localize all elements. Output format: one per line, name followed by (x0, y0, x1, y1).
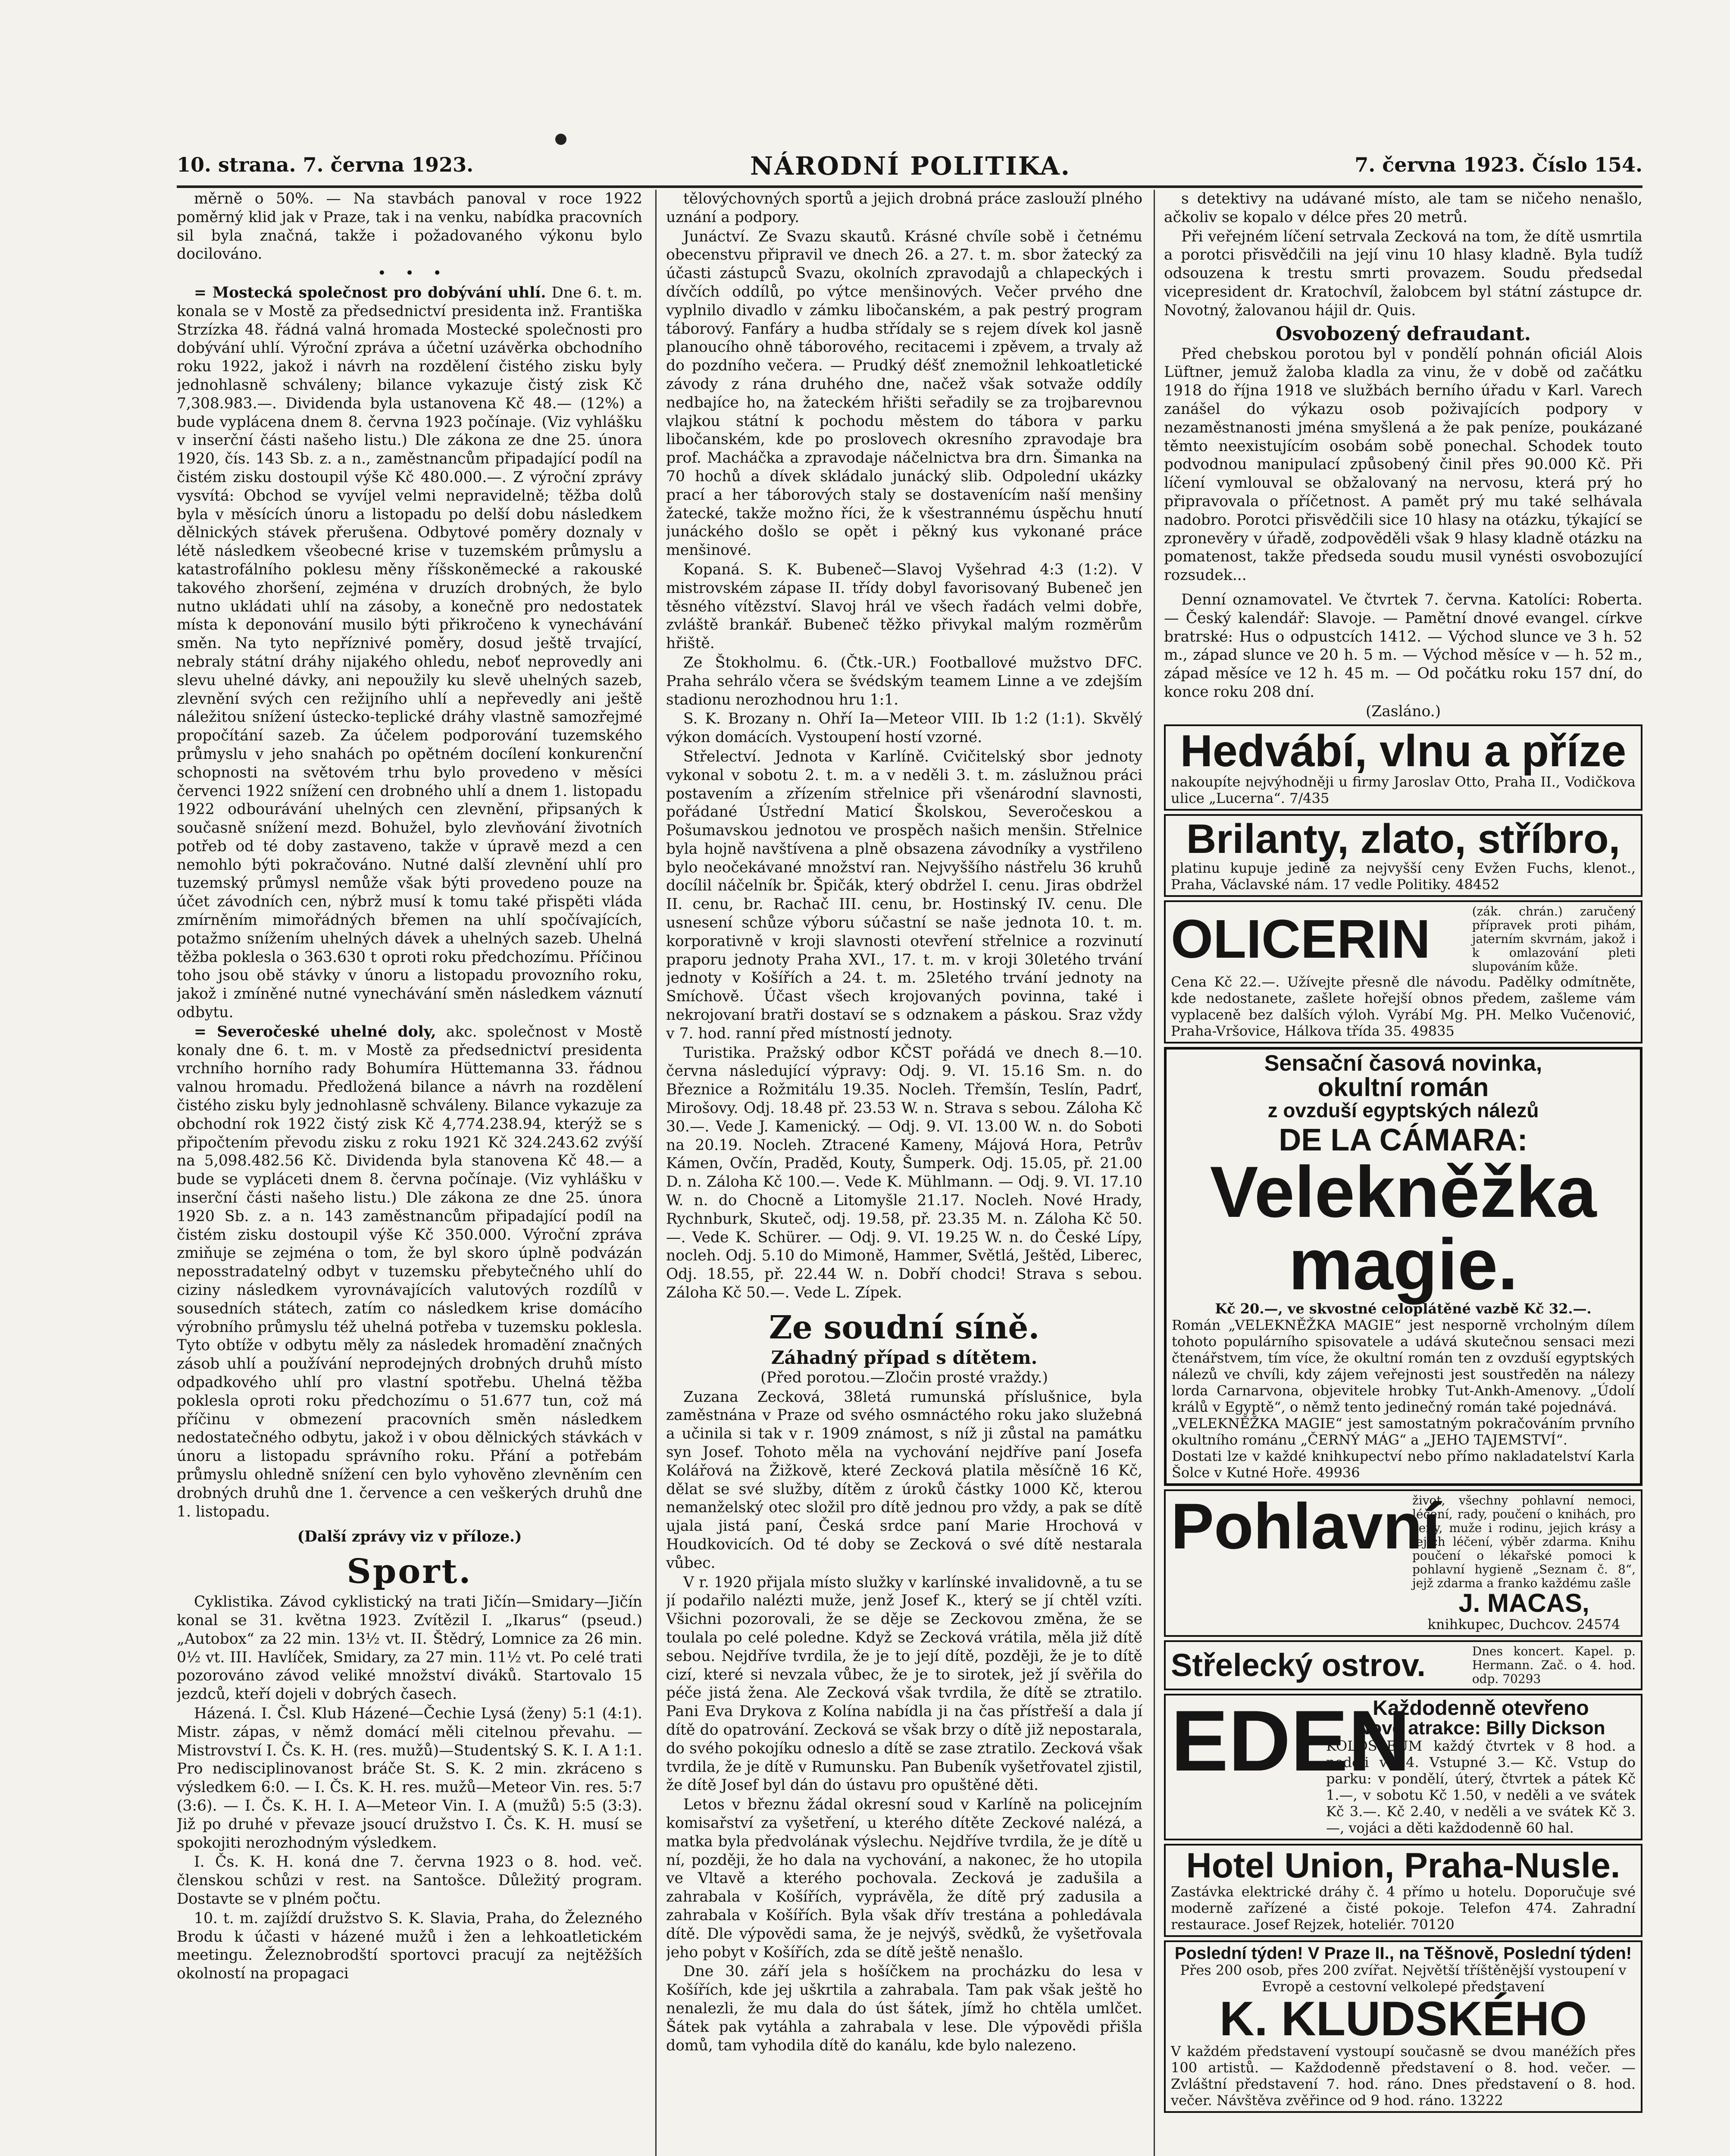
ad-line: Každodenně otevřeno (1373, 1696, 1589, 1720)
ad-text: knihkupec, Duchcov. 24574 (1427, 1616, 1621, 1633)
sport-junactvi: Junáctví. Ze Svazu skautů. Krásné chvíle sobě i četnému obecenstvu připravil ve dnech 26. a 27. t. m. sbor žatecký za účasti zástupců Svazu, okolních zpravodajů a chlapeckých i dívčích oddílů, po výtce menšinových. Večer prvého dne vyplnilo divadlo v zámku libočanském, a pak pestrý program táborový. Fanfáry a hudba střídaly se s rejem dívek kol jasně planoucího ohně táborového, recitacemi i zpěvem, a trvaly až do pozdního večera. — Prudký déšť znemožnil lehkoatletické závody z rána druhého dne, načež však sotvaže oddíly nedbajíce ho, na žateckém hřišti seřadily se za trojbarevnou vlajkou státní k pochodu městem do tábora v parku libočanském, kde po proslovech okresního zpravodaje bra prof. Macháčka a zpravodaje náčelnictva bra drn. Šimanka na 70 hochů a dívek skládalo junácký slib. Odpolední ukázky prací a her táborových staly se dostavenícím naší menšiny žatecké, takže možno říci, že k všestrannému úspěchu hnutí junáckého došlo se opět i pěkný kus vykonané práce menšinové. (666, 228, 1142, 559)
ad-headline: Pohlavní (1171, 1489, 1441, 1562)
soud-body-2: V r. 1920 přijala místo služky v karlínské invalidovně, a tu se jí podařilo nalézti muže, jenž Josef K., který se jí chtěl vzíti. Všichni pozorovali, že se děje se Zeckovou změna, že se toulala po celé poledne. Když se Zecková vrátila, měla již dítě sebou. Nejdříve tvrdila, že je to její dítě, později, že je to dítě cizí, které si nevzala vůbec, že je to sirotek, jež jí svěřila do péče jistá žena. Ale Zecková však tvrdila, že dítě se ztratilo. Pani Eva Drykova z Kolína nabídla ji na čas přístřeší a dala jí dítě do opatrování. Zecková se však brzy o dítě již nepostarala, do svého pokojíku odneslo a dítě se zase ztratilo. Zecková však tvrdila, že je dítě v Rumunsku. Pan Bubeník vyšetřovatel zjistil, že dítě Josef byl dán do ústavu pro opuštěné děti. (666, 1573, 1142, 1794)
article-title: Osvobozený defraudant. (1275, 323, 1531, 345)
sport-turistika: Turistika. Pražský odbor KČST pořádá ve dnech 8.—10. června následující výpravy: Odj. 9. VI. 15.16 Sm. n. do Březnice a Rožmitálu 19.35. Nocleh. Třemšín, Teslín, Padrť, Mirošovy. Odj. 18.48 př. 23.53 W. n. Strava s sebou. Záloha Kč 30.—. Vede J. Kamenický. — Odj. 9. VI. 13.00 W. n. do Soboti na 20.19. Nocleh. Ztracené Kameny, Májová Hora, Petrův Kámen, Ovčín, Praděd, Kouty, Šumperk. Odj. 15.05, př. 21.00 D. n. Záloha Kč 100.—. Vede K. Mühlmann. — Odj. 9. VI. 17.10 W. n. do Chocně a Litomyšle 21.17. Nocleh. Nové Hrady, Rychnburk, Skuteč, odj. 19.58, př. 23.35 M. n. Záloha Kč 50.—. Vede K. Schürer. — Odj. 9. VI. 19.25 W. n. do České Lípy, nocleh. Odj. 5.10 do Mimoně, Hammer, Světlá, Ještěd, Liberec, Odj. 18.55, př. 22.44 W. n. Dobří chodci! Strava s sebou. Záloha Kč 50.—. Vede L. Zípek. (666, 1044, 1142, 1302)
ad-kludsky (1164, 1940, 1642, 2113)
ad-name: J. MACAS, (1458, 1588, 1589, 1617)
article-subtitle: Záhadný případ s dítětem. (771, 1347, 1038, 1368)
article-subtitle-2: (Před porotou.—Zločin prosté vraždy.) (760, 1369, 1048, 1386)
ad-macas (1164, 1489, 1642, 1637)
ad-side-text: život, všechny pohlavní nemoci, léčení, rady, poučení o knihách, pro ženy, muže i rodinu, jejich krásy a jejich léčení, výběr zdarma. Knihu poučení o lékařské pomoci k pohlavní hygieně „Seznam č. 8“, jejž zdarma a franko každému zašle (1412, 1493, 1636, 1590)
ad-line: okultní román (1317, 1072, 1489, 1102)
ad-number: 70293 (1502, 1671, 1541, 1686)
ad-line: Sensační časová novinka, (1264, 1050, 1542, 1076)
sport-stockholm: Ze Štokholmu. 6. (Čtk.-UR.) Footballové mužstvo DFC. Praha sehrálo včera se švédským teamem Linne a ve zdejším stadionu nerozhodnou hru 1:1. (666, 654, 1142, 708)
article-title: = Mostecká společnost pro dobývání uhlí. (194, 284, 546, 301)
column-divider (655, 190, 657, 2156)
ad-silk (1164, 724, 1642, 811)
ad-price: Kč 20.—, ve skvostné celoplátěné vazbě Kč 32.—. (1215, 1300, 1592, 1317)
separator: • • • (377, 265, 442, 282)
sport-brozany: S. K. Brozany n. Ohří Ia—Meteor VIII. Ib 1:2 (1:1). Skvělý výkon domácích. Vystoupení hostí vzorné. (666, 710, 1142, 746)
section-title-soud: Ze soudní síně. (769, 1309, 1040, 1346)
sport-strelectvi: Střelectví. Jednota v Karlíně. Cvičitelský sbor jednoty vykonal v sobotu 2. t. m. a v neděli 3. t. m. záslužnou práci postavením a zřízením střelnice při všenárodní slavnosti, pořádané Ústřední Maticí Školskou, Severočeskou a Pošumavskou jednotou ve prospěch našich menšin. Střelnice byla hojně navštívena a plně obsazena závodníky a vystřileno bylo neočekávané množství ran. Nejvyššího nástřelu 36 kruhů docílil náčelník br. Špičák, který obdržel I. cenu. Jiras obdržel II. cenu, br. Rachač III. cenu, br. Hostinský IV. cenu. Dle usnesení schůze výboru súčastní se naše jednota 10. t. m. korporativně v kroji slavnosti otevření střelnice a rozvinutí praporu jednoty Praha XVI., 17. t. m. v kroji 30letého trvání jednoty v Košířích a 24. t. m. 25letého trvání jednoty na Smíchově. Účast všech krojovaných povinna, také i nekrojovaní bratři dostaví se s odznakem a páskou. Sraz vždy v 7. hod. ranní před místností jednoty. (666, 748, 1142, 1042)
paragraph: Při veřejném líčení setrvala Zecková na tom, že dítě usmrtila a porotci přisvědčili na její vinu 10 hlasy kladně. Byla tudíž odsouzena k trestu smrti provazem. Soudu předsedal vicepresident dr. Kratochvíl, žalobcem byl státní zástupce dr. Novotný, žalovanou hájil dr. Quis. (1164, 228, 1642, 319)
sport-hazena-2: I. Čs. K. H. koná dne 7. června 1923 o 8. hod. več. členskou schůzi v rest. na Santošce. Důležitý program. Dostavte se v plném počtu. (177, 1853, 642, 1908)
article-body: Před chebskou porotou byl v pondělí pohnán oficiál Alois Lüftner, jemuž žaloba kladla za vinu, že v době od začátku 1918 do října 1918 ve službách berního úřadu v Karl. Varech zanášel do výkazu osob poživajících podpory v nezaměstnanosti jména smyšlená a že pak peníze, poukázané těmto neexistujícím osobám sobě ponechal. Schodek touto podvodnou manipulací způsobený činil přes 90.000 Kč. Při líčení vymlouval se obžalovaný na nervosu, která prý ho připravovala o příčetnost. A pamět prý mu také selhávala nadobro. Porotci přisvědčili sice 10 hlasy na otázku, týkající se zpronevěry v úřadě, zodpověděli však 9 hlasy kladně otázku na pomatenost, takže předseda soudu musil vynésti osvobozující rozsudek... (1164, 345, 1642, 584)
ad-headline: Hedvábí, vlnu a příze (1180, 726, 1627, 776)
ad-text: Zastávka elektrické dráhy č. 4 přímo u hotelu. Doporučuje své moderně zařízené a čisté pokoje. Telefon 474. Zahradní restaurace. Josef Rejzek, hoteliér. 70120 (1171, 1883, 1636, 1933)
ad-headline: Hotel Union, Praha-Nusle. (1186, 1846, 1621, 1885)
article-mostecka (177, 284, 642, 1022)
ad-text: Román „VELEKNĚŽKA MAGIE“ jest nesporně vrcholným dílem tohoto populárního spisovatele a udává skutečnou sensaci mezi čtenářstvem, tím více, že okultní román ten z ovzduší egyptských nálezů ve chvíli, kdy zájem veřejnosti jest soustředěn na nálezy lorda Carnarvona, objevitele hrobky Tut-Ankh-Amenovy. „Údolí králů v Egyptě“, o němž tento jedinečný román také pojednává. (1172, 1316, 1635, 1415)
soud-body: Zuzana Zecková, 38letá rumunská příslušnice, byla zaměstnána v Praze od svého osmnáctého roku jako služebná a učinila si tak v r. 1909 známost, s níž ji zůstal na památku syn Josef. Tohoto měla na vychování nejdříve paní Josefa Kolářová na Žižkově, které Zecková platila měsíčně 16 Kč, dělat se své služby, dítěm z úroků částky 1000 Kč, kterou nemanželský otec složil pro dítě jednou pro vždy, a pak se dítě ujala jistá paní, Česká srdce paní Marie Hrochová v Houdkovicích. Od té doby se Zecková o své dítě nestarala vůbec. (666, 1388, 1142, 1572)
masthead: NÁRODNÍ POLITIKA. (750, 151, 1071, 181)
ad-eden (1164, 1694, 1642, 1840)
article-title: = Severočeské uhelné doly, (194, 1023, 436, 1040)
column-1 (177, 190, 642, 2156)
ad-number: 7/435 (1289, 790, 1330, 806)
ad-headline: Střelecký ostrov. (1171, 1647, 1426, 1683)
soud-body-4: Dne 30. září jela s hošíčkem na procházku do lesa v Košířích, kde jej uškrtila a zahrabala. Tam pak však ještě ho nenalezli, že mu dala do úst šátek, jímž ho chtěla umlčet. Šátek pak vytáhla a zahrabala v lese. Dle výpovědi přišla domů, tam vyhodila dítě do kanálu, kde bylo nalezeno. (666, 1963, 1142, 2054)
ad-text: V každém představení vystoupí současně se dvou manéžích přes 100 artistů. — Každodenně představení o 8. hod. večer. — Zvláštní představení 7. hod. ráno. Dnes představení o 8. hod. večer. Návštěva zvěřince od 9 hod. ráno. 13222 (1171, 2043, 1636, 2109)
header-right: 7. června 1923. Číslo 154. (1355, 153, 1642, 176)
ad-line: Poslední týden! V Praze II., na Těšnově, Poslední týden! (1174, 1943, 1632, 1963)
ad-number: 49835 (1411, 1022, 1455, 1039)
ad-strelecky-ostrov (1164, 1640, 1642, 1690)
ad-hotel-union (1164, 1844, 1642, 1937)
ad-text: Dostati lze v každé knihkupectví nebo přímo nakladatelství Karla Šolce v Kutné Hoře. 49936 (1172, 1448, 1635, 1481)
article-body: Dne 6. t. m. konala se v Mostě za předsednictví presidenta inž. Františka Strzízka 48. řádná valná hromada Mostecké společnosti pro dobývání uhlí. Výroční zpráva a účetní uzávěrka obchodního roku 1922, jakož i návrh na rozdělení čistého zisku byly jednohlasně schváleny; bilance vykazuje čistý zisk Kč 7,308.983.—. Dividenda byla ustanovena Kč 48.— (12%) a bude vyplácena dnem 8. června 1923 počínaje. (Viz vyhlášku v inserční části našeho listu.) Dle zákona ze dne 25. února 1920, čís. 143 Sb. z. a n., zaměstnancům připadající podíl na čistém zisku dostoupil výše Kč 480.000.—. Z výroční zprávy vysvítá: Obchod se vyvíjel velmi nepravidelně; těžba dolů byla v měsících únoru a listopadu po delší dobu následkem dělnických stávek přerušena. Odbytové poměry doznaly v létě následkem všeobecné krise v tuzemském průmyslu a katastrofálního poklesu měny říšskoněmecké a rakouské takového zhoršení, zejména v druzích drobných, že bylo nutno ukládati uhlí na zásoby, a konečně pro nedostatek místa k deponování musilo býti přikročeno k vynechávání směn. Na tyto nepříznivé poměry, dosud ještě trvající, nebraly státní dráhy nijakého ohledu, neboť neprovedly ani slevu uhelné dávky, ani nepoužily ku slevě uhelných sazeb, zlevnění svých cen režijního uhlí a nepřevedly ani ještě náležitou snížení ústecko-teplické dráhy vlastně samozřejmé propočítání sazeb. Za účelem podporování tuzemského průmyslu v jeho snahách po opětném docílení konkurenční schopnosti na světovém trhu bylo provedeno v měsíci červenci 1922 snížení cen drobného uhlí a dnem 1. listopadu 1922 odbourávání uhelných cen zlevnění, připsaných k současně snížení mezd. Bohužel, bylo zlevňování životních potřeb od té doby zastaveno, takže v úpravě mezd a cen nemohlo býti pokračováno. Nutné další zlevnění uhlí pro tuzemský průmysl nemůže však býti provedeno pouze na účet závodních cen, nýbrž musí k tomu také přispěti vláda zmírněním mimořádných břemen na uhlí spočívajících, potažmo snížením uhelných dávek a uhelných sazeb. Uhelná těžba poklesla o 363.630 t oproti roku předchozímu. Příčinou toho jsou obě stávky v únoru a listopadu provozního roku, jakož i zmíněné nutné vynechávání směn následkem váznutí odbytu. (177, 284, 642, 1022)
ad-number: 70120 (1410, 1916, 1455, 1933)
section-title-sport: Sport. (347, 1552, 472, 1592)
ad-line: Nové atrakce: Billy Dickson (1356, 1717, 1605, 1739)
ad-number: 24574 (1576, 1616, 1621, 1633)
ad-headline: EDEN (1171, 1692, 1411, 1789)
article-severoceske (177, 1023, 642, 1521)
paragraph: s detektivy na udávané místo, ale tam se ničeho nenašlo, ačkoliv se kopalo v délce přes 20 metrů. (1164, 190, 1642, 226)
ad-headline: Velekněžka (1210, 1151, 1597, 1232)
sport-cyklistika: Cyklistika. Závod cyklistický na trati Jičín—Smidary—Jičín konal se 31. května 1923. Zvítězil I. „Ikarus“ (pseud.) „Autobox“ za 22 min. 13½ vt. II. Štědrý, Lomnice za 26 min. 0½ vt. III. Havlíček, Smidary, za 27 min. 11½ vt. Po celé trati pozorováno závod veliké množství diváků. Startovalo 15 jezdců, kteří dojeli v dobrých časech. (177, 1593, 642, 1703)
column-3 (1164, 190, 1642, 2156)
ad-number: 49936 (1316, 1464, 1360, 1481)
ad-text: platinu kupuje jedině za nejvyšší ceny Evžen Fuchs, klenot., Praha, Václavské nám. 17 vedle Politiky. 48452 (1171, 859, 1636, 893)
header-rule (177, 185, 1642, 188)
more-news-note: (Další zprávy viz v příloze.) (297, 1528, 522, 1546)
ad-novel (1164, 1047, 1642, 1486)
ad-number: 13222 (1459, 2092, 1503, 2109)
article-body: akc. společnost v Mostě konaly dne 6. t. m. v Mostě za předsednictví presidenta vrchního horního rady Bohumíra Hüttemanna 33. řádnou valnou hromadu. Předložená bilance a návrh na rozdělení čistého zisku byly jednohlasně schváleny. Bilance vykazuje za obchodní rok 1922 čistý zisk Kč 4,774.238.94, kterýž se s připočtením převodu zisku z roku 1921 Kč 324.243.62 zvýší na 5,098.482.56 Kč. Dividenda byla stanovena Kč 48.— a bude se vypláceti dnem 8. června počínaje. (Viz vyhlášku v inserční části našeho listu.) Dle zákona ze dne 25. února 1920 Sb. z. a n. 143 zaměstnancům připadající podíl na čistém zisku dostoupil výše Kč 350.000. Výroční zpráva zmiňuje se zejména o tom, že byl skoro úplně podvázán neposstradatelný odbyt v tuzemsku přebytečného uhlí do ciziny následkem vyrovnávajících valutových rozdílů v sousedních státech, zatím co následkem krise domácího výrobního průmyslu též uhelná potřeba v tuzemsku poklesla. Tyto obtíže v odbytu měly za následek hromadění značných zásob uhlí a používání neprodejných drobných druhů místo odpadkového uhlí pro vlastní spotřebu. Uhelná těžba poklesla oproti roku předchozímu o 51.677 tun, což má příčinu v obmezení pracovních směn následkem nedostatečného odbytu, jakož i v obou dělnických stávkách v únoru a listopadu správního roku. Přání a potřebám průmyslu ohledně snížení cen bylo vyhověno zlevněním cen drobných druhů dne 1. července a cen veškerých druhů dne 1. listopadu. (177, 1023, 642, 1520)
ad-headline: K. KLUDSKÉHO (1219, 1991, 1587, 2046)
ad-text: Dnes koncert. Kapel. p. Hermann. Zač. o 4. hod. odp. 70293 (1472, 1644, 1636, 1686)
page-dot (555, 134, 566, 145)
ad-headline: Brilanty, zlato, stříbro, (1186, 815, 1621, 862)
sport-kopana: Kopaná. S. K. Bubeneč—Slavoj Vyšehrad 4:3 (1:2). V mistrovském zápase II. třídy dobyl favorisovaný Bubeneč jen těsného vítězství. Slavoj hrál ve všech řadách velmi dobře, zvláště brankář. Bubeneč těžko přivykal malým rozměrům hřiště. (666, 561, 1142, 652)
sport-hazena: Házená. I. Čsl. Klub Házené—Čechie Lysá (ženy) 5:1 (4:1). Mistr. zápas, v němž domácí měli citelnou převahu. — Mistrovství I. Čs. K. H. (res. mužů)—Studentský S. K. I. A 1:1. Pro nedisciplinovanost bráče St. S. K. 2 min. zkráceno s výsledkem 6:0. — I. Čs. K. H. res. mužů—Meteor Vin. res. 5:7 (3:6). — I. Čs. K. H. I. A—Meteor Vin. I. A (mužů) 5:5 (3:3). Již po druhé v převaze jsoucí družstvo I. Čs. K. H. musí se spokojiti nerozhodným výsledkem. (177, 1705, 642, 1852)
ad-text: Cena Kč 22.—. Užívejte přesně dle návodu. Padělky odmítněte, kde nedostanete, zašlete hořejší obnos předem, zašleme vám vyplaceně bez dalších výloh. Vyrábí Mg. PH. Melko Vučenović, Praha-Vršovice, Hálkova třída 35. 49835 (1171, 973, 1636, 1039)
ad-text: KOLOSSEUM každý čtvrtek v 8 hod. a neděli ve 4. Vstupné 3.— Kč. Vstup do parku: v pondělí, úterý, čtvrtek a pátek Kč 1.—, v sobotu Kč 1.50, v neděli a ve svátek Kč 3.—. Kč 2.40, v neděli a ve svátek Kč 3.—, vojáci a děti každodenně 60 hal. (1326, 1737, 1636, 1836)
ad-author: DE LA CÁMARA: (1279, 1122, 1528, 1157)
advertising-label: (Zasláno.) (1365, 702, 1441, 720)
ad-headline-2: magie. (1288, 1223, 1518, 1305)
ad-number: 48452 (1455, 876, 1499, 893)
paragraph: tělovýchovných sportů a jejich drobná práce zaslouží plného uznání a podpory. (666, 190, 1142, 226)
ad-headline: OLICERIN (1171, 908, 1431, 969)
soud-body-3: Letos v březnu žádal okresní soud v Karlíně na policejním komisařství za vyšetření, u kterého dítěte Zeckové nalézá, a matka byla předvolának výslechu. Nejdříve tvrdila, že je dítě u ní, později, že ho dala na vychování, a nakonec, že ho utopila ve Vltavě a kterého pochovala. Zecková je zadušila a zahrabala v Košířích, vyprávěla, že dítě prý zadusila a zahrabala v Košířích. Byla však dřív trestána a pohledávala dítě. Dle výpovědi sama, že je nejvýš, svědků, že vyšetřovala jeho pobyt v Košířích, zda se dítě ještě nenašlo. (666, 1796, 1142, 1961)
daily-calendar: Denní oznamovatel. Ve čtvrtek 7. června. Katolíci: Roberta. — Český kalendář: Slavoje. — Pamětní dnové evangel. církve bratrské: Hus o odpustcích 1412. — Východ slunce ve 3 h. 52 m., západ slunce ve 20 h. 5 m. — Východ měsíce v — h. 52 m., západ měsíce ve 12 h. 45 m. — Od počátku roku 157 dní, do konce roku 208 dní. (1164, 591, 1642, 701)
column-divider (1154, 190, 1155, 2156)
ad-jewels (1164, 814, 1642, 897)
ad-text: nakoupíte nejvýhodněji u firmy Jaroslav Otto, Praha II., Vodičkova ulice „Lucerna“. 7/435 (1171, 773, 1636, 806)
ad-side-text: (zák. chrán.) zaručený přípravek proti pihám, jaterním skvrnám, jakož i k omlazování pleti slupováním kůže. (1472, 904, 1636, 974)
header-left: 10. strana. 7. června 1923. (177, 153, 474, 176)
ad-line: Přes 200 osob, přes 200 zvířat. Největší tříštěnější vystoupení v Evropě a cestovní velkolepé představení (1180, 1962, 1627, 1995)
paragraph: měrně o 50%. — Na stavbách panoval v roce 1922 poměrný klid jak v Praze, tak i na venku, nabídka pracovních sil byla značná, takže i požadovaného výkonu bylo docilováno. (177, 190, 642, 263)
ad-line: z ovzduší egyptských nálezů (1267, 1099, 1539, 1122)
ad-text: „VELEKNĚŽKA MAGIE“ jest samostatným pokračováním prvního okultního románu „ČERNÝ MÁG“ a „JEHO TAJEMSTVÍ“. (1172, 1415, 1635, 1448)
ad-olicerin (1164, 900, 1642, 1044)
page-header (177, 149, 1642, 188)
sport-hazena-3: 10. t. m. zajíždí družstvo S. K. Slavia, Praha, do Železného Brodu k účasti v házené mužů i žen a lehkoatletickém meetingu. Železnobrodští sportovci pracují za nejtěžších okolností na propagaci (177, 1909, 642, 1983)
column-2 (666, 190, 1142, 2156)
